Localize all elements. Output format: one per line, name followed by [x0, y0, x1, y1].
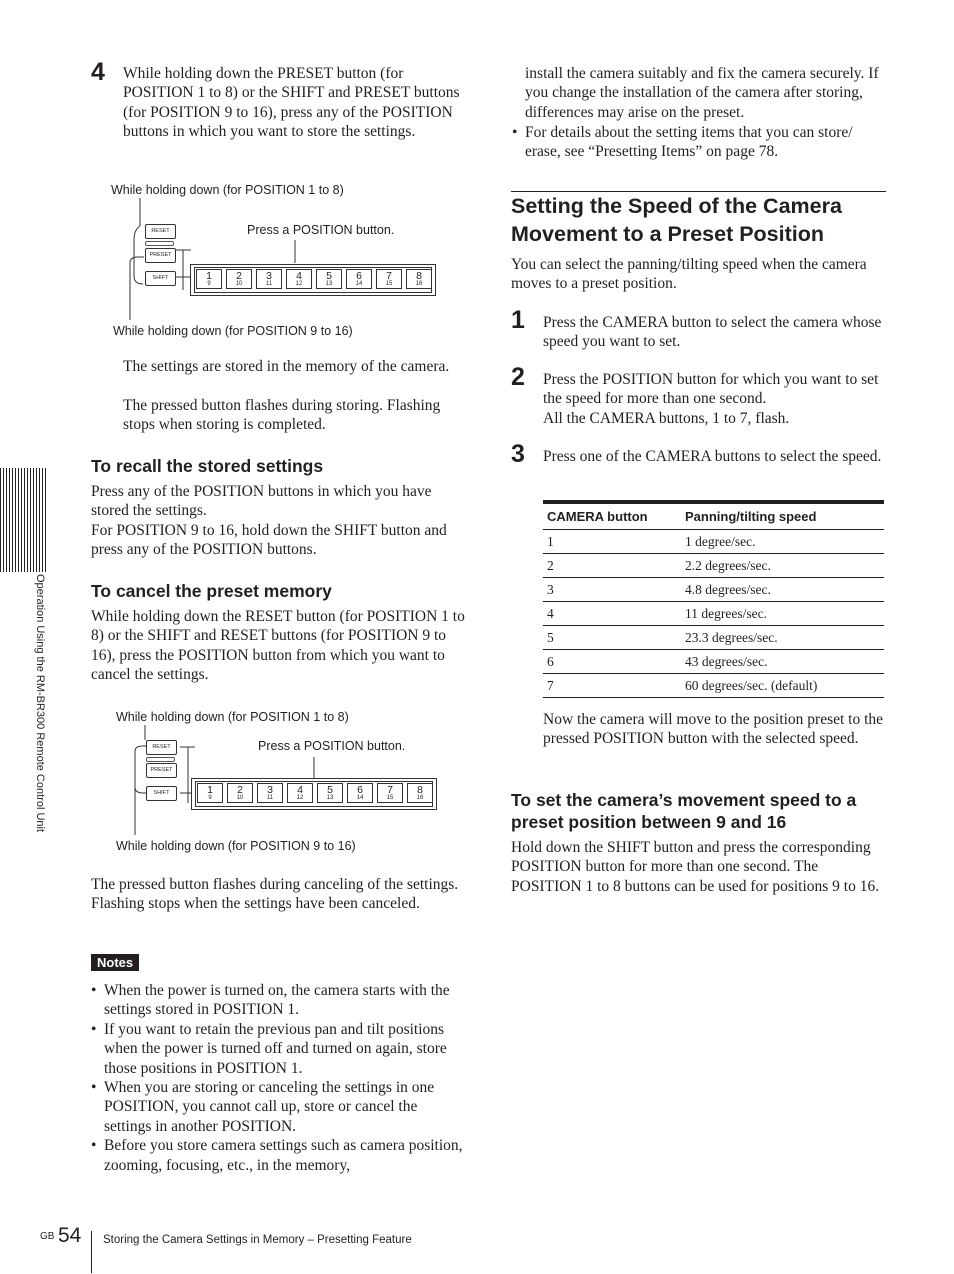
- sub-text: Hold down the SHIFT button and press the corresponding POSITION button for more than one second. The POSITION 1 to 8 buttons can be used for positions 9 to 16.: [511, 839, 880, 895]
- shift-button: SHIFT: [146, 786, 177, 801]
- note-item: • For details about the setting items that you can store/ erase, see “Presetting Items” on page 78.: [512, 123, 887, 162]
- table-row: [543, 578, 884, 602]
- position-key-6: 6 14: [347, 783, 373, 803]
- table-cell: 5: [543, 626, 681, 650]
- preset-store-diagram: [108, 180, 448, 340]
- position-key-8: 8 16: [407, 783, 433, 803]
- notes-list: [91, 981, 468, 1175]
- diagram-label-hold-9-16: While holding down (for POSITION 9 to 16): [113, 324, 353, 338]
- cancel-heading: To cancel the preset memory: [91, 581, 332, 601]
- table-row: [543, 674, 884, 698]
- note-item: • When you are storing or canceling the settings in one POSITION, you cannot call up, store or cancel the settings in another POSITION.: [91, 1078, 468, 1136]
- footer-region-code: GB: [40, 1231, 55, 1242]
- step-2-text: Press the POSITION button for which you want to set the speed for more than one second.: [543, 371, 879, 408]
- column-header: CAMERA button: [543, 502, 681, 530]
- table-cell: 4: [543, 602, 681, 626]
- recall-text-2: For POSITION 9 to 16, hold down the SHIFT button and press any of the POSITION buttons.: [91, 522, 447, 559]
- page-number: 54: [58, 1224, 82, 1247]
- position-button-panel: [191, 778, 437, 810]
- indicator-bar: [145, 241, 174, 246]
- recall-text-1: Press any of the POSITION buttons in which you have stored the settings.: [91, 483, 432, 520]
- table-cell: 2.2 degrees/sec.: [681, 554, 884, 578]
- preset-button: PRESET: [146, 763, 177, 778]
- flash-text: The pressed button flashes during storing. Flashing stops when storing is completed.: [123, 397, 441, 434]
- shift-button: SHIFT: [145, 271, 176, 286]
- position-key-4: 4 12: [286, 269, 312, 289]
- notes-label: Notes: [91, 954, 139, 972]
- stored-text: The settings are stored in the memory of the camera.: [123, 358, 450, 375]
- position-key-1: 1 9: [196, 269, 222, 289]
- step-1-number: 1: [511, 306, 525, 334]
- column-header: Panning/tilting speed: [681, 502, 884, 530]
- footer-divider: [91, 1231, 92, 1273]
- speed-table: [543, 500, 884, 698]
- table-header-row: [543, 502, 884, 530]
- position-key-4: 4 12: [287, 783, 313, 803]
- step-1-text: Press the CAMERA button to select the camera whose speed you want to set.: [543, 314, 882, 351]
- notes-continued-list: [512, 123, 887, 162]
- position-button-panel: [190, 264, 436, 296]
- table-row: [543, 650, 884, 674]
- position-key-7: 7 15: [376, 269, 402, 289]
- step-4-text: While holding down the PRESET button (for POSITION 1 to 8) or the SHIFT and PRESET buttons (for POSITION 9 to 16), press any of the POSITION buttons in which you want to store the settings.: [123, 65, 460, 141]
- step-2-number: 2: [511, 363, 525, 391]
- canceled-text: The pressed button flashes during canceling of the settings. Flashing stops when the settings have been canceled.: [91, 876, 459, 913]
- table-cell: 3: [543, 578, 681, 602]
- diagram-label-hold-1-8: While holding down (for POSITION 1 to 8): [116, 710, 349, 724]
- section-tab-marker: [0, 468, 47, 572]
- table-row: [543, 626, 884, 650]
- table-cell: 11 degrees/sec.: [681, 602, 884, 626]
- step-3-text: Press one of the CAMERA buttons to select the speed.: [543, 448, 882, 465]
- indicator-bar: [146, 757, 175, 762]
- position-key-5: 5 13: [317, 783, 343, 803]
- position-key-1: 1 9: [197, 783, 223, 803]
- diagram-label-hold-9-16: While holding down (for POSITION 9 to 16): [116, 839, 356, 853]
- sub-heading: To set the camera’s movement speed to a preset position between 9 and 16: [511, 790, 857, 832]
- note-item: • When the power is turned on, the camera starts with the settings stored in POSITION 1.: [91, 981, 468, 1020]
- table-cell: 2: [543, 554, 681, 578]
- table-cell: 1: [543, 530, 681, 554]
- table-row: [543, 602, 884, 626]
- preset-cancel-diagram: [113, 707, 453, 867]
- table-cell: 23.3 degrees/sec.: [681, 626, 884, 650]
- preset-button: PRESET: [145, 248, 176, 263]
- after-table-text: Now the camera will move to the position preset to the pressed POSITION button with the selected speed.: [543, 711, 884, 748]
- step-3-number: 3: [511, 440, 525, 468]
- position-key-6: 6 14: [346, 269, 372, 289]
- position-key-3: 3 11: [256, 269, 282, 289]
- diagram-label-press-position: Press a POSITION button.: [258, 739, 406, 753]
- position-key-2: 2 10: [226, 269, 252, 289]
- diagram-label-hold-1-8: While holding down (for POSITION 1 to 8): [111, 183, 344, 197]
- footer-title: Storing the Camera Settings in Memory – Presetting Feature: [103, 1234, 412, 1246]
- position-key-7: 7 15: [377, 783, 403, 803]
- table-row: [543, 530, 884, 554]
- table-cell: 1 degree/sec.: [681, 530, 884, 554]
- table-cell: 43 degrees/sec.: [681, 650, 884, 674]
- chapter-sidebar-label: Operation Using the RM-BR300 Remote Control Unit: [34, 574, 46, 833]
- position-key-2: 2 10: [227, 783, 253, 803]
- position-key-5: 5 13: [316, 269, 342, 289]
- reset-button: RESET: [146, 740, 177, 755]
- table-cell: 4.8 degrees/sec.: [681, 578, 884, 602]
- recall-heading: To recall the stored settings: [91, 456, 324, 476]
- reset-button: RESET: [145, 224, 176, 239]
- position-key-3: 3 11: [257, 783, 283, 803]
- table-cell: 6: [543, 650, 681, 674]
- cancel-text: While holding down the RESET button (for POSITION 1 to 8) or the SHIFT and RESET buttons (for POSITION 9 to 16), press the POSITION button from which you want to cancel the settings.: [91, 608, 465, 684]
- note-item: • Before you store camera settings such as camera position, zooming, focusing, etc., in the memory,: [91, 1136, 468, 1175]
- table-cell: 7: [543, 674, 681, 698]
- section-title: Setting the Speed of the Camera Movement to a Preset Position: [511, 194, 842, 246]
- step-2-text-2: All the CAMERA buttons, 1 to 7, flash.: [543, 410, 790, 427]
- step-4-number: 4: [91, 58, 105, 86]
- table-row: [543, 554, 884, 578]
- position-key-8: 8 16: [406, 269, 432, 289]
- diagram-label-press-position: Press a POSITION button.: [247, 223, 395, 237]
- notes-continued-text: install the camera suitably and fix the camera securely. If you change the installation of the camera after storing, differences may arise on the preset.: [525, 65, 879, 121]
- table-cell: 60 degrees/sec. (default): [681, 674, 884, 698]
- note-item: • If you want to retain the previous pan and tilt positions when the power is turned off and turned on again, store those positions in POSITION 1.: [91, 1020, 468, 1078]
- section-intro: You can select the panning/tilting speed when the camera moves to a preset position.: [511, 256, 867, 293]
